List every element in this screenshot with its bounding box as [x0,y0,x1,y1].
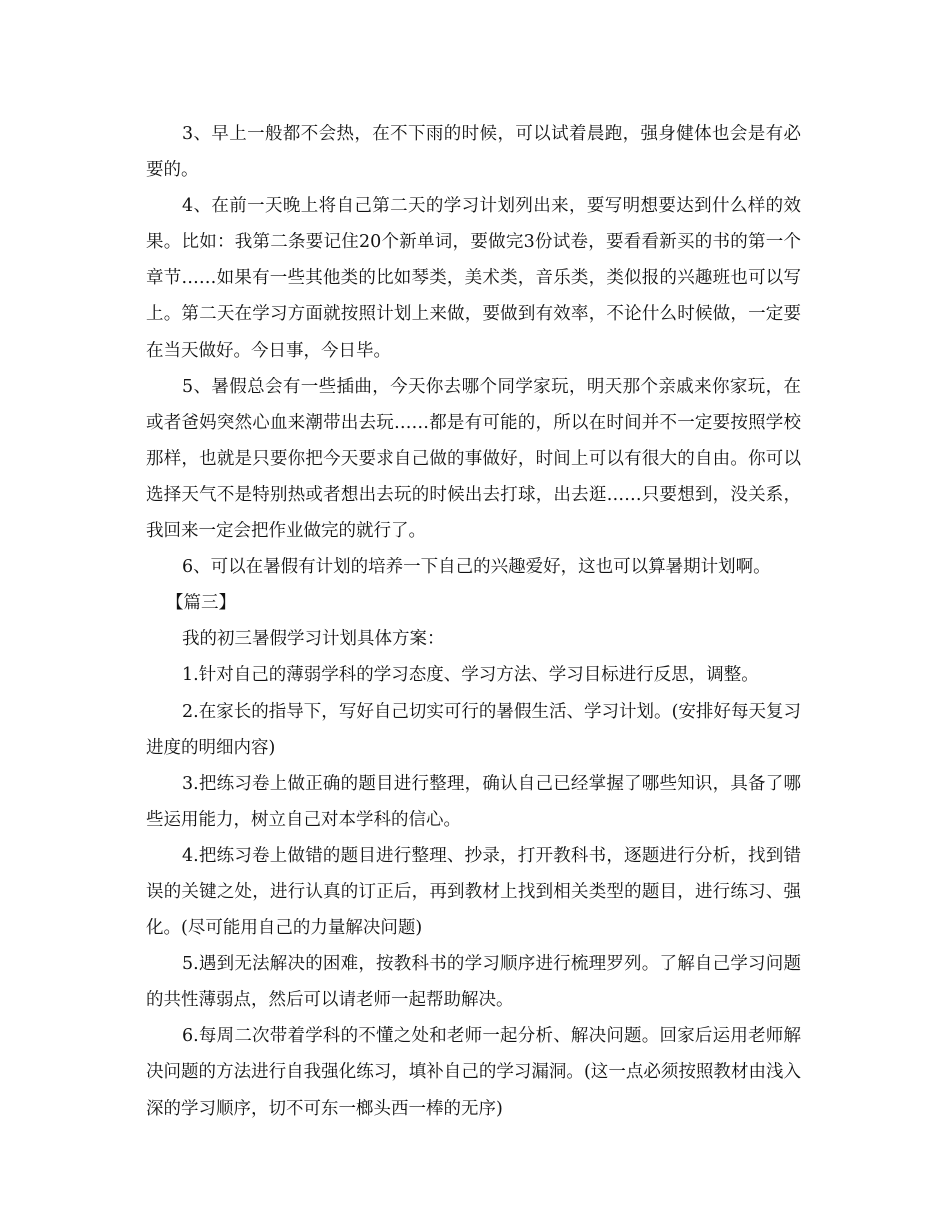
plan-item-4: 4.把练习卷上做错的题目进行整理、抄录，打开教科书，逐题进行分析，找到错误的关键之处，进行认真的订正后，再到教材上找到相关类型的题目，进行练习、强化。(尽可能用自己的力量解决问题) [146,845,801,939]
plan-item-2: 2.在家长的指导下，写好自己切实可行的暑假生活、学习计划。(安排好每天复习进度的明细内容) [146,701,801,758]
plan-intro: 我的初三暑假学习计划具体方案： [182,629,445,650]
plan-item-5: 5.遇到无法解决的困难，按教科书的学习顺序进行梳理罗列。了解自己学习问题的共性薄弱点，然后可以请老师一起帮助解决。 [146,954,801,1011]
paragraph-item-5-interludes: 5、暑假总会有一些插曲，今天你去哪个同学家玩，明天那个亲戚来你家玩，在或者爸妈突然心血来潮带出去玩……都是有可能的，所以在时间并不一定要按照学校那样，也就是只要你把今天要求自己做的事做好，时间上可以有很大的自由。你可以选择天气不是特别热或者想出去玩的时候出去打球，出去逛……只要想到，没关系，我回来一定会把作业做完的就行了。 [146,376,801,542]
paragraph-item-6-hobbies: 6、可以在暑假有计划的培养一下自己的兴趣爱好，这也可以算暑期计划啊。 [182,557,771,578]
paragraph-item-3-morning-run: 3、早上一般都不会热，在不下雨的时候，可以试着晨跑，强身健体也会是有必要的。 [146,124,801,181]
paragraph-item-4-daily-plan: 4、在前一天晚上将自己第二天的学习计划列出来，要写明想要达到什么样的效果。比如：我第二条要记住20个新单词，要做完3份试卷，要看看新买的书的第一个章节……如果有一些其他类的比如琴类，美术类，音乐类，类似报的兴趣班也可以写上。第二天在学习方面就按照计划上来做，要做到有效率，不论什么时候做，一定要在当天做好。今日事，今日毕。 [146,196,801,361]
section-heading: 【篇三】 [166,593,236,614]
document-body [146,116,801,1127]
plan-item-3: 3.把练习卷上做正确的题目进行整理，确认自己已经掌握了哪些知识，具备了哪些运用能力，树立自己对本学科的信心。 [146,773,801,830]
plan-item-1: 1.针对自己的薄弱学科的学习态度、学习方法、学习目标进行反思，调整。 [182,665,759,686]
plan-item-6: 6.每周二次带着学科的不懂之处和老师一起分析、解决问题。回家后运用老师解决问题的方法进行自我强化练习，填补自己的学习漏洞。(这一点必须按照教材由浅入深的学习顺序，切不可东一榔头西一棒的无序) [146,1026,801,1119]
